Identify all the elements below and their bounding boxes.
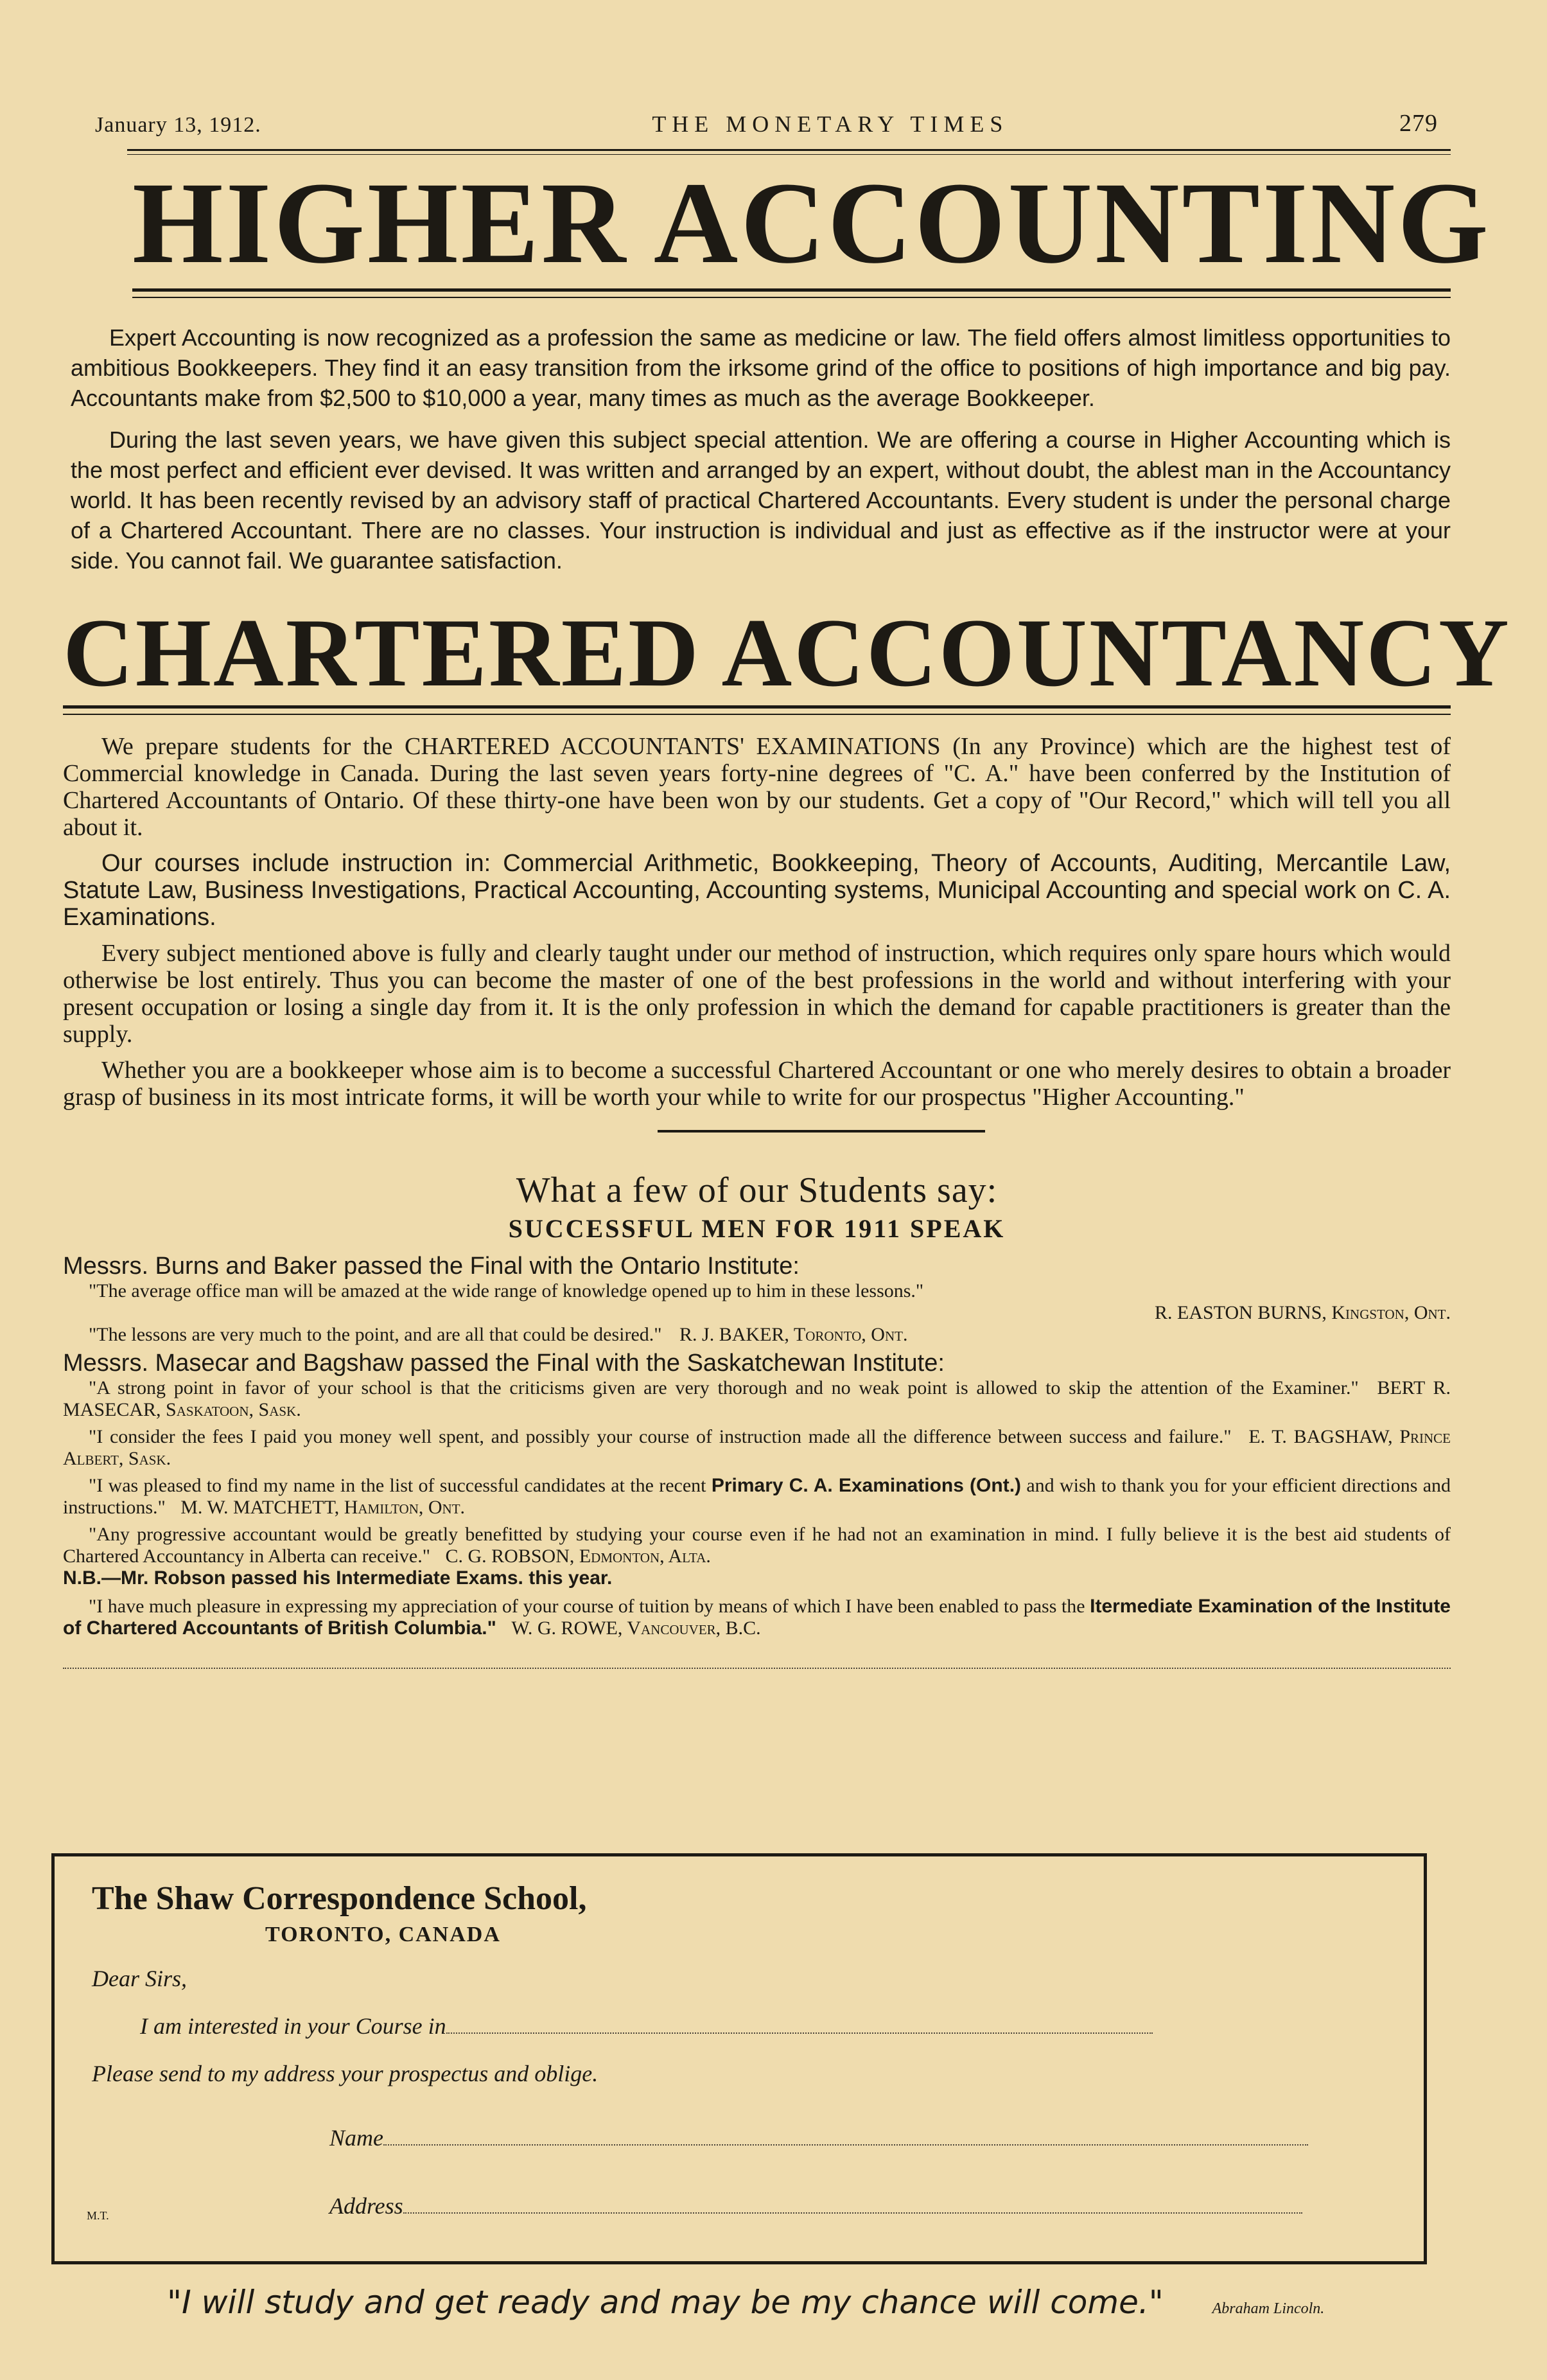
heading-rule — [63, 705, 1451, 715]
testimonial-signature: BERT R. MASECAR, Saskatoon, Sask. — [63, 1377, 1451, 1420]
testimonial-group-heading: Messrs. Masecar and Bagshaw passed the Final with the Saskatchewan Institute: — [63, 1350, 945, 1377]
coupon-name-line: Name — [329, 2124, 1386, 2151]
address-blank[interactable] — [403, 2196, 1302, 2214]
higher-accounting-heading: HIGHER ACCOUNTING — [132, 159, 1491, 288]
masthead-rule — [127, 149, 1451, 155]
paragraph: Whether you are a bookkeeper whose aim is to become a successful Chartered Accountant or one who merely desires to obtain a broader grasp of business in its most intricate forms, it will be worth your while to write for our prospectus "Higher Accounting." — [63, 1057, 1451, 1111]
coupon-code: M.T. — [87, 2209, 109, 2222]
testimonial-note: N.B.—Mr. Robson passed his Intermediate Exams. this year. — [63, 1567, 613, 1589]
quote-attribution: Abraham Lincoln. — [1212, 2300, 1325, 2317]
testimonials-title: What a few of our Students say: — [516, 1170, 998, 1210]
coupon-address-line: Address — [329, 2192, 1386, 2219]
school-city: TORONTO, CANADA — [265, 1923, 501, 1946]
chartered-accountancy-heading: CHARTERED ACCOUNTANCY — [63, 599, 1511, 707]
testimonial-signature: W. G. ROWE, Vancouver, B.C. — [511, 1618, 761, 1639]
course-blank[interactable] — [446, 2016, 1153, 2034]
enquiry-coupon — [51, 1853, 1427, 2264]
testimonial-signature: C. G. ROBSON, Edmonton, Alta. — [445, 1546, 711, 1567]
coupon-greeting: Dear Sirs, — [92, 1966, 188, 1991]
testimonial-quote: "Any progressive accountant would be greatly benefitted by studying your course even if he had not an examination in mind. I fully believe it is the best aid students of Chartered Accountancy in Alberta can receive." C. G. ROBSON, Edmonton, Alta. — [63, 1524, 1451, 1567]
testimonials — [63, 1253, 1451, 1639]
lincoln-quote: "I will study and get ready and may be my chance will come." — [167, 2284, 1164, 2321]
masthead — [63, 109, 1451, 149]
publication-name: THE MONETARY TIMES — [652, 111, 1009, 137]
testimonials-subtitle: SUCCESSFUL MEN FOR 1911 SPEAK — [508, 1214, 1006, 1243]
testimonial-signature: M. W. MATCHETT, Hamilton, Ont. — [180, 1497, 466, 1518]
testimonial-quote: "A strong point in favor of your school is that the criticisms given are very thorough and no weak point is allowed to skip the attention of the Examiner." BERT R. MASECAR, Saskatoon, Sask. — [63, 1377, 1451, 1420]
testimonial-group-heading: Messrs. Burns and Baker passed the Final with the Ontario Institute: — [63, 1253, 800, 1280]
page-number: 279 — [1399, 110, 1438, 137]
dotted-divider — [63, 1668, 1451, 1669]
coupon-request-line: Please send to my address your prospectus and oblige. — [92, 2061, 599, 2086]
paragraph: We prepare students for the CHARTERED ACCOUNTANTS' EXAMINATIONS (In any Province) which are the highest test of Commercial knowledge in Canada. During the last seven years forty-nine degrees of "C. A." have been conferred by the Institution of Chartered Accountants of Ontario. Of these thirty-one have been won by our students. Get a copy of "Our Record," which will tell you all about it. — [63, 733, 1451, 841]
testimonial-quote: "I was pleased to find my name in the list of successful candidates at the recent Primary C. A. Examinations (Ont.) and wish to thank you for your efficient directions and instructions." M. W. MATCHETT, Hamilton, Ont. — [63, 1475, 1451, 1518]
higher-accounting-body — [63, 322, 1451, 576]
name-blank[interactable] — [383, 2128, 1308, 2146]
paragraph: During the last seven years, we have given this subject special attention. We are offering a course in Higher Accounting which is the most perfect and efficient ever devised. It was written and arranged by an expert, without doubt, the ablest man in the Accountancy world. It has been recently revised by an advisory staff of practical Chartered Accountants. Every student is under the personal charge of a Chartered Accountant. There are no classes. Your instruction is individual and just as effective as if the instructor were at your side. You cannot fail. We guarantee satisfaction. — [71, 427, 1451, 574]
issue-date: January 13, 1912. — [95, 113, 261, 137]
paragraph: Expert Accounting is now recognized as a profession the same as medicine or law. The field offers almost limitless opportunities to ambitious Bookkeepers. They find it an easy transition from the irksome grind of the office to positions of high importance and big pay. Accountants make from $2,500 to $10,000 a year, many times as much as the average Bookkeeper. — [71, 324, 1451, 411]
testimonial-quote: "I consider the fees I paid you money well spent, and possibly your course of instruction made all the difference between success and failure." E. T. BAGSHAW, Prince Albert, Sask. — [63, 1426, 1451, 1469]
coupon-interest-line: I am interested in your Course in — [140, 2013, 1386, 2040]
testimonial-signature: R. J. BAKER, Toronto, Ont. — [679, 1324, 908, 1345]
chartered-accountancy-body — [63, 733, 1451, 1111]
paragraph: Our courses include instruction in: Commercial Arithmetic, Bookkeeping, Theory of Accounts, Auditing, Mercantile Law, Statute Law, Business Investigations, Practical Accounting, Accounting systems, Municipal Accounting and special work on C. A. Examinations. — [63, 850, 1451, 931]
testimonial-signature: R. EASTON BURNS, Kingston, Ont. — [1155, 1302, 1451, 1323]
heading-rule — [132, 288, 1451, 298]
school-name: The Shaw Correspondence School, — [92, 1880, 587, 1917]
paragraph: Every subject mentioned above is fully and clearly taught under our method of instruction, which requires only spare hours which would otherwise be lost entirely. Thus you can become the master of one of the best professions in the world and without interfering with your present occupation or losing a single day from it. It is the only profession in which the demand for capable practitioners is greater than the supply. — [63, 940, 1451, 1048]
testimonial-quote: "I have much pleasure in expressing my appreciation of your course of tuition by means of which I have been enabled to pass the Itermediate Examination of the Institute of Chartered Accountants of British Columbia." W. G. ROWE, Vancouver, B.C. — [63, 1596, 1451, 1639]
testimonial-signature: E. T. BAGSHAW, Prince Albert, Sask. — [63, 1426, 1451, 1469]
footer-quote — [167, 2284, 1324, 2321]
section-divider — [658, 1130, 985, 1133]
testimonial-quote: "The lessons are very much to the point, and are all that could be desired." R. J. BAKER, Toronto, Ont. — [89, 1324, 908, 1345]
testimonial-quote: "The average office man will be amazed at the wide range of knowledge opened up to him in these lessons." — [89, 1280, 924, 1301]
